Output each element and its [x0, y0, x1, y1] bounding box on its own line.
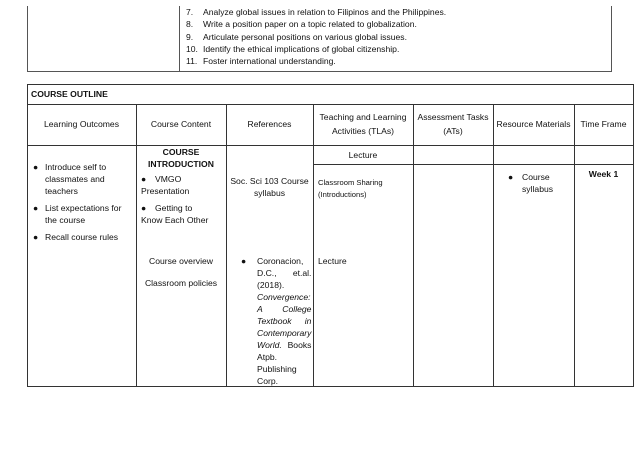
table-col-rule — [574, 104, 575, 386]
table-col-rule — [313, 104, 314, 386]
table-border — [27, 386, 634, 387]
course-outline-title: COURSE OUTLINE — [31, 89, 108, 99]
header-learning-outcomes: Learning Outcomes — [44, 119, 119, 129]
course-content-items: ● VMGO Presentation ● Getting to Know Each Other — [141, 173, 225, 226]
header-references: References — [247, 119, 292, 129]
tla-lecture-2: Lecture — [318, 256, 347, 266]
table-rule — [27, 104, 634, 105]
tla-classroom-sharing: Classroom Sharing (Introductions) — [318, 178, 383, 199]
objective-item: 9. Articulate personal positions on various global issues. — [186, 31, 407, 42]
reference-book — [241, 255, 311, 387]
header-resource-materials: Resource Materials — [496, 119, 571, 129]
table-col-rule — [493, 104, 494, 386]
reference-syllabus: Soc. Sci 103 Course syllabus — [230, 176, 309, 198]
table-border — [633, 84, 634, 387]
table-rule — [313, 164, 634, 165]
bullet-icon: ● — [241, 256, 247, 266]
list-item: ● List expectations for the course — [33, 203, 122, 225]
header-time-frame: Time Frame — [580, 119, 627, 129]
table-col-rule — [226, 104, 227, 386]
objectives-divider — [179, 6, 180, 72]
table-col-rule — [413, 104, 414, 386]
course-content-heading: COURSE INTRODUCTION — [148, 147, 214, 169]
learning-outcomes-list — [33, 161, 133, 243]
bullet-icon: ● — [141, 203, 147, 213]
list-item: ● Getting to — [141, 203, 193, 213]
header-course-content: Course Content — [150, 119, 212, 129]
header-assessment-tasks: Assessment Tasks (ATs) — [417, 112, 489, 136]
classroom-policies: Classroom policies — [144, 278, 218, 288]
bullet-icon: ● — [33, 203, 39, 213]
objective-item: 8. Write a position paper on a topic related to globalization. — [186, 19, 417, 30]
table-border — [27, 84, 634, 85]
table-rule — [27, 145, 634, 146]
bullet-icon: ● — [141, 174, 147, 184]
resource-materials-item — [508, 171, 572, 195]
list-item: ● Introduce self to classmates and teachers — [33, 162, 107, 196]
bullet-icon: ● — [33, 162, 39, 172]
tla-lecture: Lecture — [348, 150, 378, 160]
list-item: ● Recall course rules — [33, 232, 119, 242]
bullet-icon: ● — [508, 172, 514, 182]
objective-item: 11. Foster international understanding. — [186, 56, 336, 67]
bullet-icon: ● — [33, 232, 39, 242]
list-item: ● Coronacion, D.C., et.al. (2018). Convergence: A College Textbook in Contemporary World. Books Atpb. Publishing Corp. — [241, 256, 312, 386]
course-overview: Course overview — [149, 256, 213, 266]
objective-item: 7. Analyze global issues in relation to Filipinos and the Philippines. — [186, 7, 447, 17]
list-item: ● Course syllabus — [508, 172, 554, 194]
objectives-list — [186, 6, 606, 67]
header-tlas: Teaching and Learning Activities (TLAs) — [319, 112, 407, 136]
time-frame-week: Week 1 — [588, 169, 619, 179]
objective-item: 10. Identify the ethical implications of global citizenship. — [186, 43, 400, 54]
list-item: ● VMGO — [141, 174, 182, 184]
